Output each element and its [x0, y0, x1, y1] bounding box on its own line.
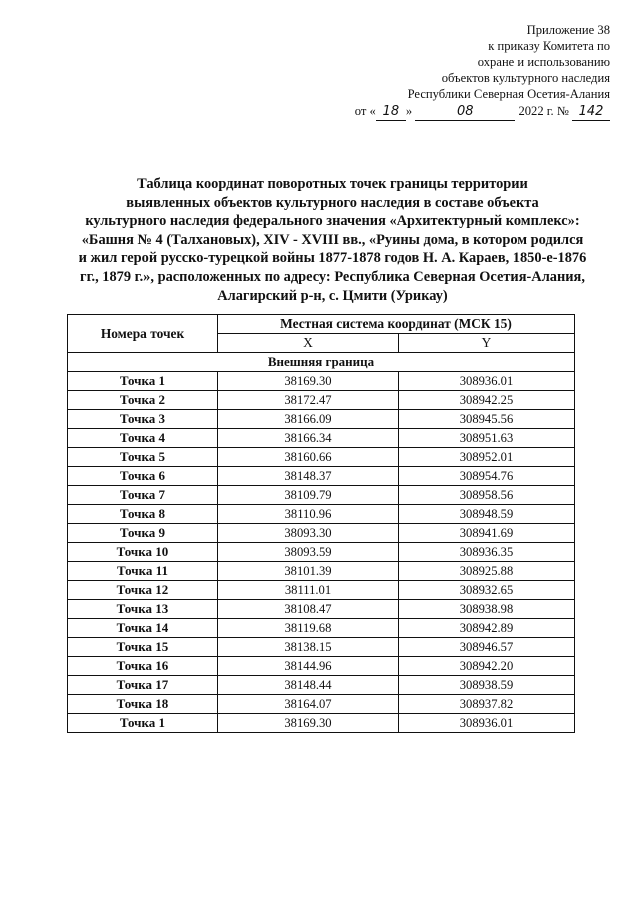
- point-cell: Точка 1: [68, 372, 218, 391]
- table-row: [68, 372, 575, 391]
- point-cell: Точка 10: [68, 543, 218, 562]
- y-cell: 308954.76: [399, 467, 575, 486]
- y-cell: 308936.01: [399, 714, 575, 733]
- table-row: [68, 486, 575, 505]
- point-cell: Точка 12: [68, 581, 218, 600]
- point-cell: Точка 13: [68, 600, 218, 619]
- title-line: Таблица координат поворотных точек границы территории: [137, 176, 528, 192]
- y-cell: 308932.65: [399, 581, 575, 600]
- x-cell: 38110.96: [218, 505, 399, 524]
- appendix-line: объектов культурного наследия: [441, 71, 610, 85]
- title-line: «Башня № 4 (Талхановых), XIV - XVIII вв., «Руины дома, в котором родился: [81, 231, 584, 248]
- date-prefix: от «: [354, 104, 376, 118]
- point-cell: Точка 7: [68, 486, 218, 505]
- appendix-line: охране и использованию: [477, 55, 610, 69]
- point-cell: Точка 15: [68, 638, 218, 657]
- table-row: [68, 714, 575, 733]
- date-quote: »: [405, 104, 413, 118]
- x-cell: 38169.30: [218, 714, 399, 733]
- table-header-row: [68, 315, 575, 334]
- x-cell: 38166.09: [218, 410, 399, 429]
- order-date-line: [320, 103, 610, 121]
- x-cell: 38164.07: [218, 695, 399, 714]
- order-number-handwritten: 142: [578, 104, 604, 119]
- point-cell: Точка 5: [68, 448, 218, 467]
- x-cell: 38101.39: [218, 562, 399, 581]
- point-cell: Точка 2: [68, 391, 218, 410]
- table-row: [68, 410, 575, 429]
- table-row: [68, 695, 575, 714]
- y-cell: 308937.82: [399, 695, 575, 714]
- appendix-line: Приложение 38: [526, 23, 610, 37]
- y-cell: 308936.01: [399, 372, 575, 391]
- y-cell: 308938.59: [399, 676, 575, 695]
- table-row: [68, 543, 575, 562]
- x-cell: 38119.68: [218, 619, 399, 638]
- point-cell: Точка 4: [68, 429, 218, 448]
- document-title: [60, 175, 605, 305]
- table-row: [68, 581, 575, 600]
- appendix-line: Республики Северная Осетия-Алания: [407, 87, 610, 101]
- y-column-header: Y: [399, 334, 575, 353]
- table-row: [68, 562, 575, 581]
- table-row: [68, 600, 575, 619]
- date-month-field: [415, 103, 515, 121]
- table-row: [68, 524, 575, 543]
- table-row: [68, 638, 575, 657]
- table-row: [68, 448, 575, 467]
- appendix-header: [320, 22, 610, 121]
- table-row: [68, 505, 575, 524]
- point-cell: Точка 9: [68, 524, 218, 543]
- date-day-handwritten: 18: [382, 104, 400, 119]
- y-cell: 308951.63: [399, 429, 575, 448]
- x-cell: 38172.47: [218, 391, 399, 410]
- x-cell: 38109.79: [218, 486, 399, 505]
- table-row: [68, 619, 575, 638]
- table-row: [68, 467, 575, 486]
- x-cell: 38138.15: [218, 638, 399, 657]
- point-cell: Точка 11: [68, 562, 218, 581]
- y-cell: 308936.35: [399, 543, 575, 562]
- date-year: 2022 г. №: [518, 104, 569, 118]
- x-column-header: X: [218, 334, 399, 353]
- title-line: Алагирский р-н, с. Цмити (Урикау): [217, 287, 448, 304]
- coordinate-system-header: Местная система координат (МСК 15): [218, 315, 575, 334]
- section-row: [68, 353, 575, 372]
- y-cell: 308958.56: [399, 486, 575, 505]
- x-cell: 38144.96: [218, 657, 399, 676]
- date-day-field: [376, 103, 406, 121]
- y-cell: 308941.69: [399, 524, 575, 543]
- y-cell: 308938.98: [399, 600, 575, 619]
- point-cell: Точка 16: [68, 657, 218, 676]
- x-cell: 38108.47: [218, 600, 399, 619]
- point-cell: Точка 3: [68, 410, 218, 429]
- date-month-handwritten: 08: [457, 104, 474, 119]
- table-row: [68, 429, 575, 448]
- title-line: и жил герой русско-турецкой войны 1877-1878 годов Н. А. Караев, 1850-е-1876: [78, 250, 587, 267]
- x-cell: 38093.59: [218, 543, 399, 562]
- x-cell: 38111.01: [218, 581, 399, 600]
- y-cell: 308942.25: [399, 391, 575, 410]
- point-cell: Точка 1: [68, 714, 218, 733]
- x-cell: 38093.30: [218, 524, 399, 543]
- y-cell: 308942.89: [399, 619, 575, 638]
- y-cell: 308948.59: [399, 505, 575, 524]
- x-cell: 38148.37: [218, 467, 399, 486]
- point-cell: Точка 14: [68, 619, 218, 638]
- table-body: [68, 353, 575, 733]
- table-row: [68, 391, 575, 410]
- title-line: выявленных объектов культурного наследия в составе объекта: [126, 194, 539, 211]
- point-cell: Точка 17: [68, 676, 218, 695]
- table-row: [68, 676, 575, 695]
- title-line: культурного наследия федерального значения «Архитектурный комплекс»:: [85, 213, 580, 230]
- title-line: гг., 1879 г.», расположенных по адресу: Республика Северная Осетия-Алания,: [80, 268, 585, 285]
- coordinates-table: [67, 314, 575, 733]
- y-cell: 308946.57: [399, 638, 575, 657]
- y-cell: 308942.20: [399, 657, 575, 676]
- point-cell: Точка 6: [68, 467, 218, 486]
- x-cell: 38160.66: [218, 448, 399, 467]
- x-cell: 38169.30: [218, 372, 399, 391]
- y-cell: 308925.88: [399, 562, 575, 581]
- order-number-field: [572, 103, 610, 121]
- x-cell: 38148.44: [218, 676, 399, 695]
- x-cell: 38166.34: [218, 429, 399, 448]
- appendix-line: к приказу Комитета по: [488, 39, 610, 53]
- section-label: Внешняя граница: [68, 353, 575, 372]
- point-cell: Точка 18: [68, 695, 218, 714]
- y-cell: 308945.56: [399, 410, 575, 429]
- point-cell: Точка 8: [68, 505, 218, 524]
- y-cell: 308952.01: [399, 448, 575, 467]
- points-column-header: Номера точек: [68, 315, 218, 353]
- table-row: [68, 657, 575, 676]
